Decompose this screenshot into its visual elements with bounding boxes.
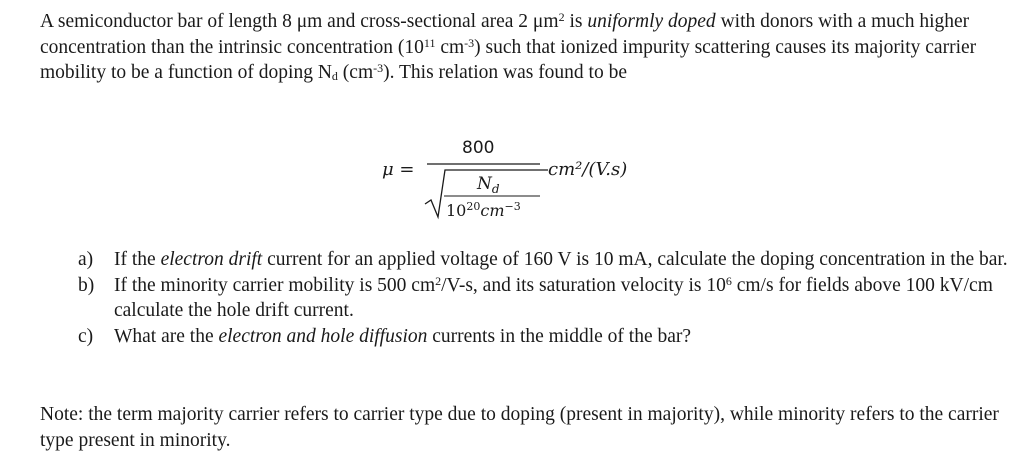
question-a (40, 247, 1015, 273)
question-b-sup-2: 6 (725, 273, 732, 288)
equation-lhs: μ = (382, 159, 415, 180)
intro-text-7: ). This relation was found to be (383, 62, 628, 83)
question-b (40, 273, 1015, 324)
equation-numerator: 800 (462, 138, 495, 158)
question-b-text-1: If the minority carrier mobility is 500 cm (114, 274, 436, 296)
intro-sub-d: d (331, 69, 338, 83)
intro-text-4: cm (435, 36, 465, 58)
intro-sup-exponent: 11 (423, 35, 436, 50)
intro-text-6: (cm (337, 62, 374, 83)
intro-italic-uniformly-doped: uniformly doped (587, 11, 716, 32)
question-marker-a: a) (78, 249, 94, 270)
question-b-text-2: /V-s, and its saturation velocity is 10 (441, 274, 726, 296)
equation-units: cm²/(V.s) (548, 159, 628, 180)
note-paragraph: Note: the term majority carrier refers to carrier type due to doping (present in majority), while minority refers to the carrier type present in minority. (40, 404, 999, 451)
intro-text-2: is (564, 11, 588, 32)
question-b-sup-1: 2 (435, 273, 442, 288)
intro-sup-area: 2 (558, 10, 565, 24)
question-c-text-1: What are the (114, 325, 219, 347)
problem-statement (40, 9, 1015, 86)
question-a-text-2: current for an applied voltage of 160 V is 10 mA, calculate the doping concentration in the bar. (262, 249, 1008, 270)
question-b-text-3: cm/s for fields above 100 kV/cm calculate the hole drift current. (114, 274, 993, 321)
intro-text-5: ) such that ionized impurity scattering causes its majority carrier mobility to be a function of doping N (40, 36, 977, 83)
question-a-text-1: If the (114, 249, 161, 270)
question-marker-b: b) (78, 274, 95, 296)
question-list (40, 247, 1015, 349)
question-c-italic: electron and hole diffusion (218, 325, 428, 347)
question-c-text-2: currents in the middle of the bar? (427, 325, 692, 347)
intro-sup-cm-2: -3 (373, 61, 384, 75)
intro-text-1: A semiconductor bar of length 8 μm and cross-sectional area 2 μm (40, 11, 559, 32)
question-a-italic: electron drift (160, 249, 263, 270)
inner-denominator: $10^{20}cm^{-3}$ (446, 200, 521, 220)
question-c (40, 324, 1015, 350)
inner-numerator: $N_d$ (477, 174, 500, 196)
question-marker-c: c) (78, 325, 94, 347)
square-root-sign (425, 170, 548, 217)
intro-sup-cm: -3 (464, 35, 475, 50)
intro-text-3: with donors with a much higher concentration than the intrinsic concentration (10 (40, 11, 970, 58)
